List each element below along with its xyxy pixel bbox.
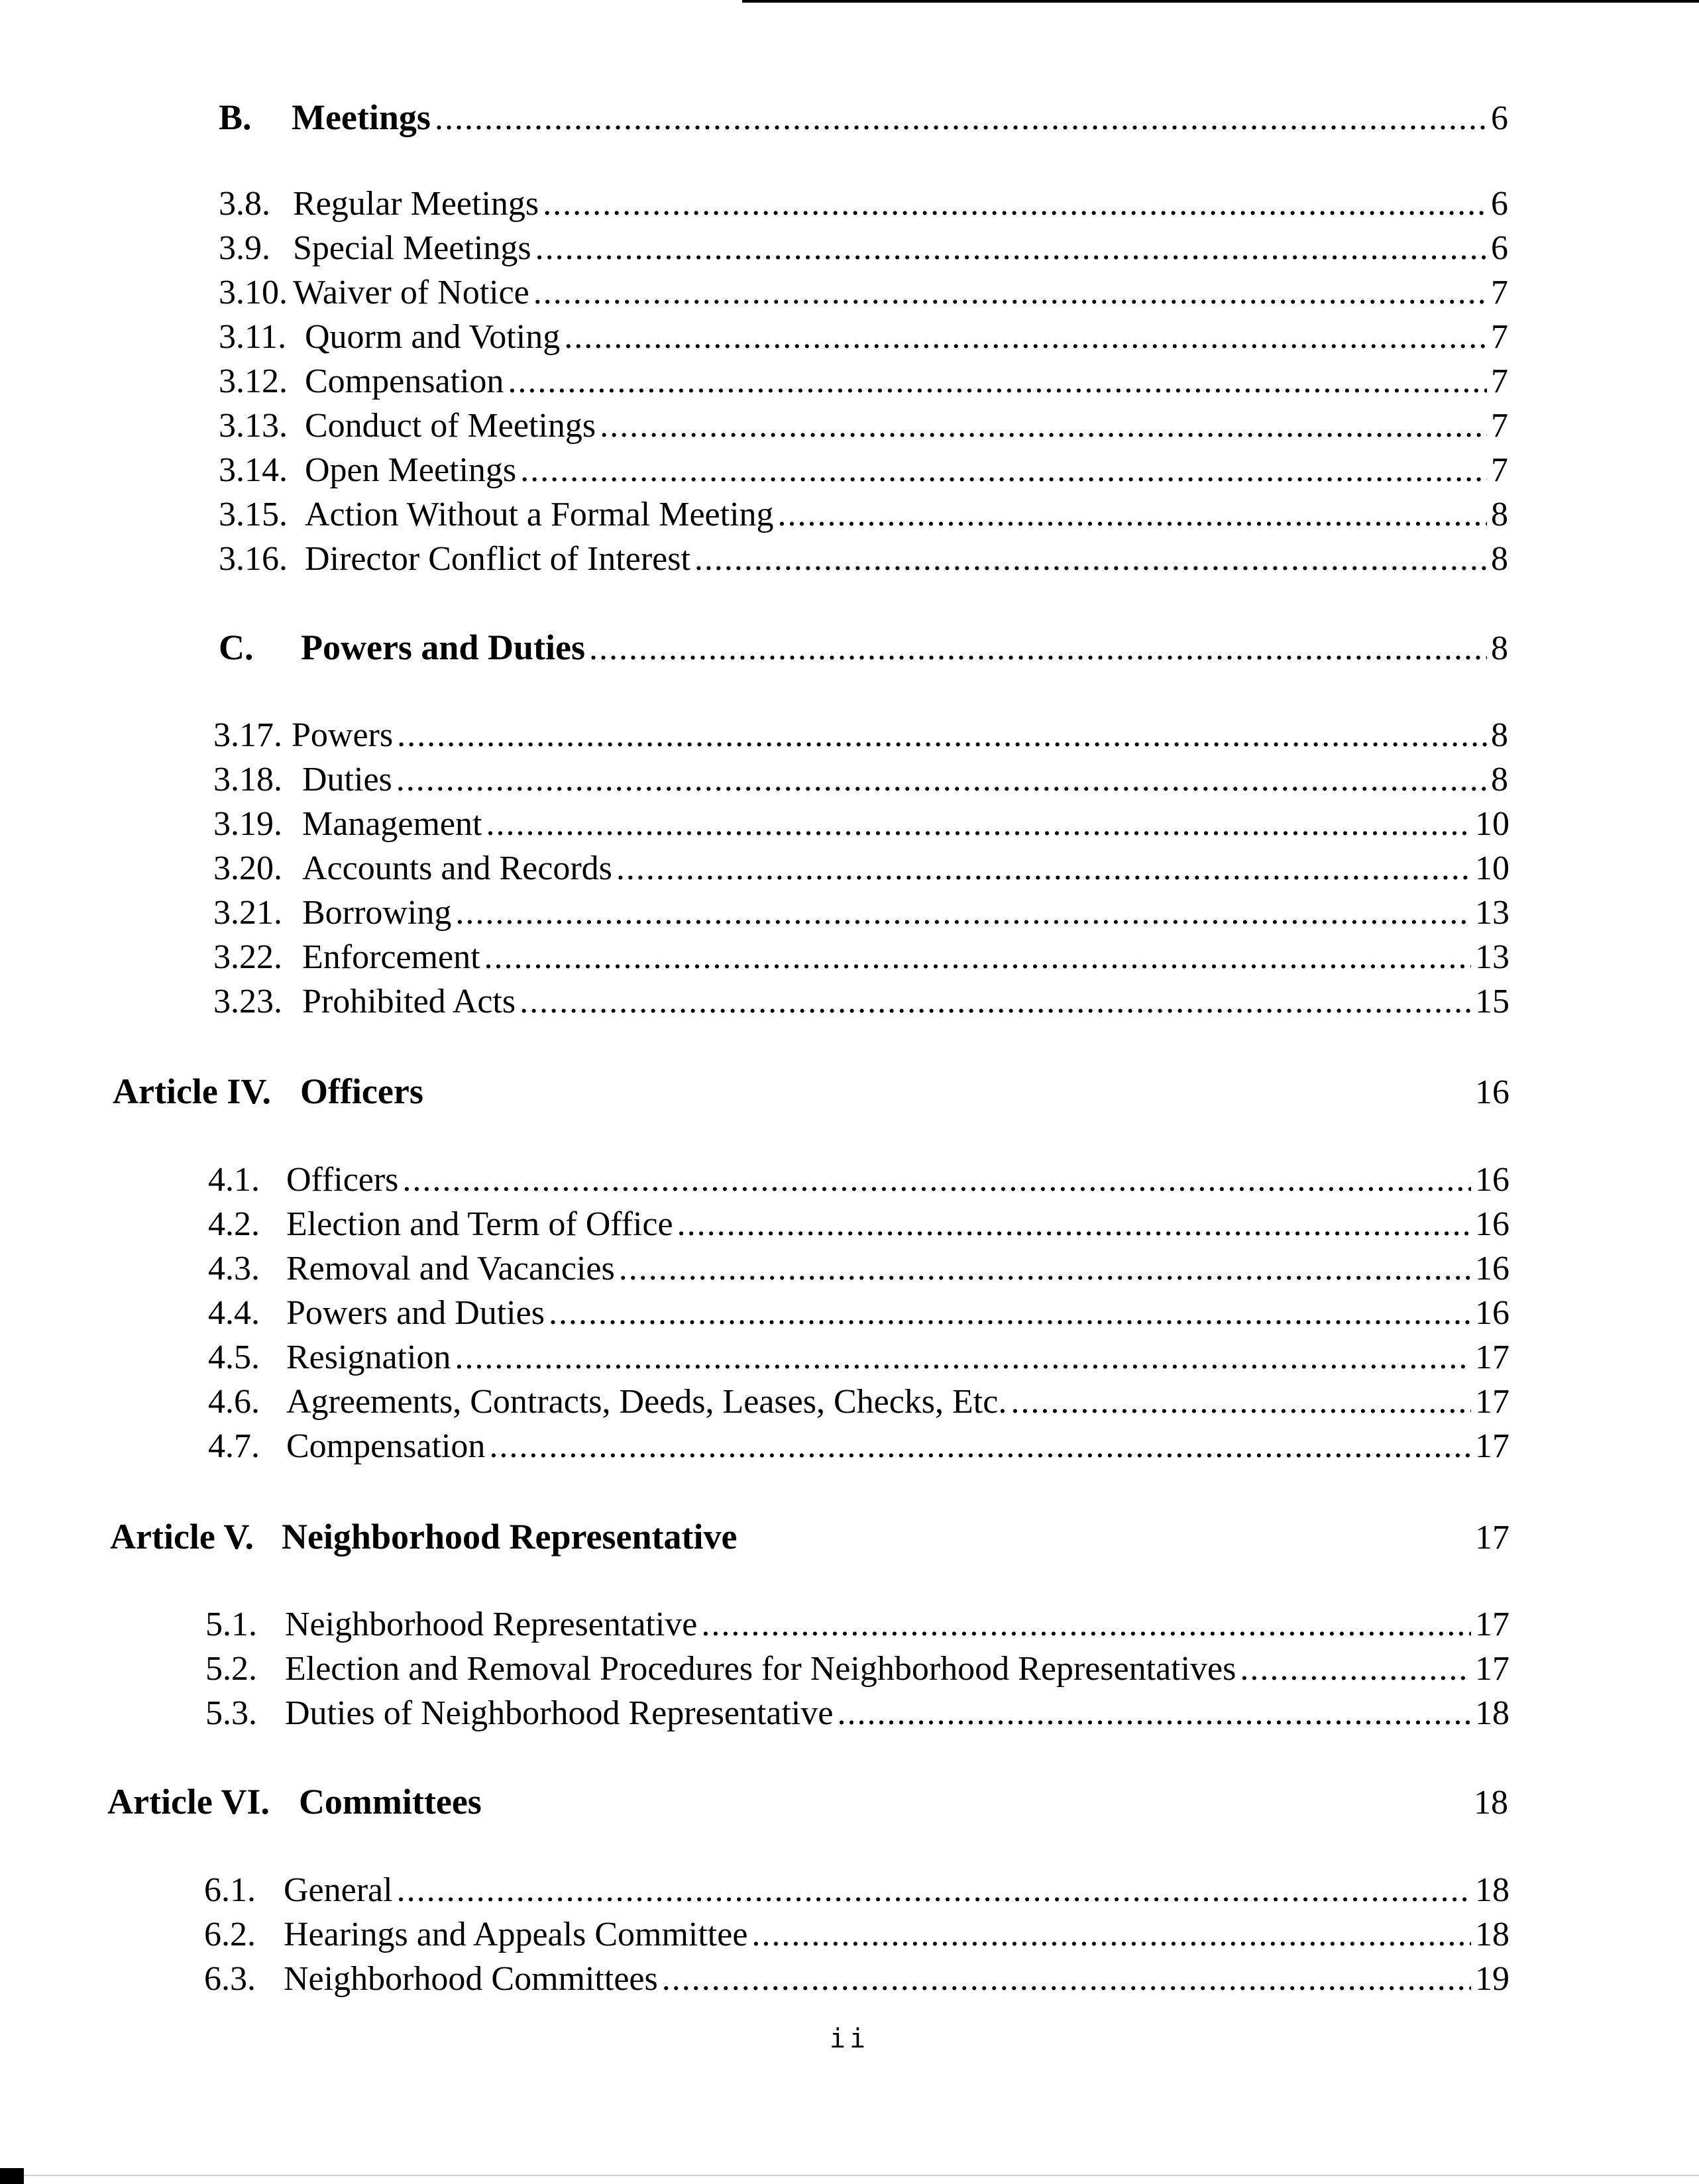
toc-entry[interactable]	[219, 542, 1508, 576]
entry-title: Compensation	[286, 1427, 486, 1465]
page-ref: 6	[1491, 99, 1508, 137]
toc-entry[interactable]	[213, 896, 1509, 930]
dot-leader	[1240, 1652, 1471, 1686]
toc-entry[interactable]	[204, 1918, 1509, 1952]
entry-number: 3.9.	[219, 229, 270, 267]
page-ref: 18	[1474, 1784, 1508, 1822]
entry-number: 5.1.	[205, 1606, 257, 1643]
page-ref: 17	[1475, 1338, 1509, 1376]
entry-title: Agreements, Contracts, Deeds, Leases, Checks, Etc.	[286, 1383, 1007, 1421]
page-ref: 16	[1475, 1294, 1509, 1332]
dot-leader	[484, 940, 1471, 975]
toc-section-b[interactable]	[219, 99, 1508, 136]
toc-entry[interactable]	[213, 718, 1508, 753]
toc-entry[interactable]	[208, 1296, 1509, 1331]
entry-number: 3.16.	[219, 540, 288, 578]
scan-edge-line	[742, 0, 1699, 3]
toc-entry[interactable]	[213, 763, 1508, 797]
toc-article-vi[interactable]	[107, 1784, 1508, 1820]
entry-title: Officers	[286, 1161, 399, 1199]
toc-article-v[interactable]	[110, 1519, 1509, 1555]
dot-leader	[435, 101, 1487, 136]
article-label: Article IV.	[113, 1071, 271, 1111]
entry-title: Management	[302, 805, 482, 843]
dot-leader	[543, 187, 1487, 221]
scan-corner-mark	[0, 2168, 24, 2184]
dot-leader	[455, 1340, 1471, 1375]
page-ref: 8	[1491, 496, 1508, 533]
entry-number: 3.10.	[219, 274, 288, 311]
toc-entry[interactable]	[205, 1608, 1509, 1642]
dot-leader	[837, 1696, 1471, 1731]
entry-number: 4.4.	[208, 1294, 260, 1332]
entry-number: 3.21.	[213, 894, 282, 932]
scan-bottom-line	[0, 2175, 1699, 2176]
entry-title: Special Meetings	[293, 229, 531, 267]
entry-number: 6.1.	[204, 1871, 256, 1909]
dot-leader	[564, 320, 1487, 355]
dot-leader	[489, 1429, 1471, 1464]
article-title: Officers	[300, 1071, 423, 1111]
dot-leader	[397, 718, 1487, 753]
page-ref: 7	[1491, 451, 1508, 489]
dot-leader	[1011, 1385, 1471, 1419]
entry-title: Powers and Duties	[286, 1294, 545, 1332]
entry-number: 5.2.	[205, 1650, 257, 1688]
entry-title: Conduct of Meetings	[305, 407, 596, 445]
page-ref: 16	[1475, 1073, 1509, 1111]
entry-number: 4.3.	[208, 1250, 260, 1287]
toc-article-iv[interactable]	[113, 1073, 1509, 1110]
page-ref: 19	[1475, 1960, 1509, 1998]
toc-entry[interactable]	[208, 1252, 1509, 1286]
entry-number: 4.1.	[208, 1161, 260, 1199]
toc-entry[interactable]	[213, 807, 1509, 842]
page-ref: 8	[1491, 540, 1508, 578]
page-ref: 8	[1491, 761, 1508, 798]
dot-leader	[486, 807, 1471, 842]
entry-number: 3.23.	[213, 983, 282, 1020]
page-ref: 18	[1475, 1694, 1509, 1732]
dot-leader	[520, 453, 1487, 488]
section-letter: C.	[219, 628, 254, 667]
dot-leader	[549, 1296, 1471, 1331]
dot-leader	[778, 498, 1487, 532]
page-ref: 18	[1475, 1916, 1509, 1953]
dot-leader	[397, 1873, 1471, 1908]
dot-leader	[535, 231, 1487, 266]
toc-entry[interactable]	[213, 985, 1509, 1019]
toc-entry[interactable]	[219, 409, 1508, 443]
toc-entry[interactable]	[208, 1207, 1509, 1242]
toc-entry[interactable]	[213, 851, 1509, 886]
page-ref: 8	[1491, 629, 1508, 667]
entry-title: Duties of Neighborhood Representative	[285, 1694, 834, 1732]
toc-entry[interactable]	[219, 187, 1508, 221]
entry-title: Accounts and Records	[302, 849, 612, 887]
page-ref: 17	[1475, 1650, 1509, 1688]
toc-entry[interactable]	[205, 1652, 1509, 1686]
page-ref: 17	[1475, 1606, 1509, 1643]
dot-leader	[701, 1608, 1471, 1642]
dot-leader	[619, 1252, 1471, 1286]
toc-entry[interactable]	[219, 453, 1508, 488]
dot-leader	[694, 542, 1487, 576]
entry-title: Borrowing	[302, 894, 452, 932]
page-ref: 17	[1475, 1427, 1509, 1465]
entry-title: Director Conflict of Interest	[305, 540, 690, 578]
toc-entry[interactable]	[219, 364, 1508, 399]
page-ref: 7	[1491, 318, 1508, 356]
page-ref: 13	[1475, 894, 1509, 932]
page-ref: 7	[1491, 274, 1508, 311]
entry-title: Removal and Vacancies	[286, 1250, 615, 1287]
dot-leader	[520, 985, 1471, 1019]
entry-title: Prohibited Acts	[302, 983, 516, 1020]
toc-entry[interactable]	[219, 320, 1508, 355]
page-ref: 17	[1475, 1519, 1509, 1556]
toc-entry[interactable]	[213, 940, 1509, 975]
toc-entry[interactable]	[204, 1962, 1509, 1996]
entry-number: 4.5.	[208, 1338, 260, 1376]
entry-number: 3.18.	[213, 761, 282, 798]
entry-number: 6.3.	[204, 1960, 256, 1998]
entry-number: 3.22.	[213, 938, 282, 976]
dot-leader	[396, 763, 1487, 797]
dot-leader	[662, 1962, 1471, 1996]
section-title: Meetings	[292, 97, 431, 137]
entry-number: 3.17.	[213, 716, 282, 754]
page-ref: 10	[1475, 805, 1509, 843]
entry-number: 3.19.	[213, 805, 282, 843]
entry-number: 4.6.	[208, 1383, 260, 1421]
page-ref: 15	[1475, 983, 1509, 1020]
toc-entry[interactable]	[208, 1163, 1509, 1197]
entry-title: Open Meetings	[305, 451, 517, 489]
entry-number: 3.15.	[219, 496, 288, 533]
article-label: Article VI.	[107, 1782, 270, 1822]
dot-leader	[616, 851, 1471, 886]
entry-title: Duties	[302, 761, 392, 798]
page-ref: 17	[1475, 1383, 1509, 1421]
toc-entry[interactable]	[219, 498, 1508, 532]
page-number: ii	[829, 2024, 870, 2054]
page-ref: 10	[1475, 849, 1509, 887]
entry-title: Neighborhood Representative	[285, 1606, 698, 1643]
entry-title: Hearings and Appeals Committee	[284, 1916, 748, 1953]
entry-title: Waiver of Notice	[293, 274, 529, 311]
toc-entry[interactable]	[204, 1873, 1509, 1908]
page-ref: 16	[1475, 1205, 1509, 1243]
page-ref: 16	[1475, 1250, 1509, 1287]
page-ref: 6	[1491, 185, 1508, 223]
entry-number: 5.3.	[205, 1694, 257, 1732]
entry-title: Powers	[292, 716, 394, 754]
toc-entry[interactable]	[205, 1696, 1509, 1731]
entry-number: 4.2.	[208, 1205, 260, 1243]
dot-leader	[402, 1163, 1471, 1197]
page-ref: 8	[1491, 716, 1508, 754]
dot-leader	[600, 409, 1487, 443]
entry-number: 6.2.	[204, 1916, 256, 1953]
dot-leader	[455, 896, 1471, 930]
entry-title: Election and Removal Procedures for Neighborhood Representatives	[285, 1650, 1236, 1688]
entry-title: Action Without a Formal Meeting	[305, 496, 774, 533]
entry-title: Compensation	[305, 362, 504, 400]
section-letter: B.	[219, 97, 252, 137]
page-ref: 16	[1475, 1161, 1509, 1199]
toc-entry[interactable]	[208, 1385, 1509, 1419]
entry-title: Election and Term of Office	[286, 1205, 673, 1243]
entry-title: Resignation	[286, 1338, 451, 1376]
dot-leader	[533, 276, 1487, 310]
page-ref: 18	[1475, 1871, 1509, 1909]
entry-title: Regular Meetings	[293, 185, 539, 223]
page-ref: 7	[1491, 362, 1508, 400]
entry-number: 3.20.	[213, 849, 282, 887]
toc-section-c[interactable]	[219, 629, 1508, 666]
entry-number: 3.8.	[219, 185, 270, 223]
page-ref: 7	[1491, 407, 1508, 445]
page-ref: 13	[1475, 938, 1509, 976]
entry-number: 4.7.	[208, 1427, 260, 1465]
article-title: Committees	[298, 1782, 482, 1822]
dot-leader	[751, 1918, 1471, 1952]
dot-leader	[677, 1207, 1471, 1242]
article-title: Neighborhood Representative	[281, 1517, 738, 1556]
entry-title: Enforcement	[302, 938, 480, 976]
toc-entry[interactable]	[219, 276, 1508, 310]
toc-entry[interactable]	[208, 1429, 1509, 1464]
toc-entry[interactable]	[208, 1340, 1509, 1375]
dot-leader	[589, 631, 1487, 666]
section-title: Powers and Duties	[301, 628, 585, 667]
entry-number: 3.11.	[219, 318, 287, 356]
entry-title: General	[284, 1871, 393, 1909]
entry-title: Neighborhood Committees	[284, 1960, 658, 1998]
toc-entry[interactable]	[219, 231, 1508, 266]
entry-title: Quorm and Voting	[305, 318, 561, 356]
entry-number: 3.14.	[219, 451, 288, 489]
entry-number: 3.13.	[219, 407, 288, 445]
dot-leader	[508, 364, 1487, 399]
entry-number: 3.12.	[219, 362, 288, 400]
page-ref: 6	[1491, 229, 1508, 267]
article-label: Article V.	[110, 1517, 254, 1556]
